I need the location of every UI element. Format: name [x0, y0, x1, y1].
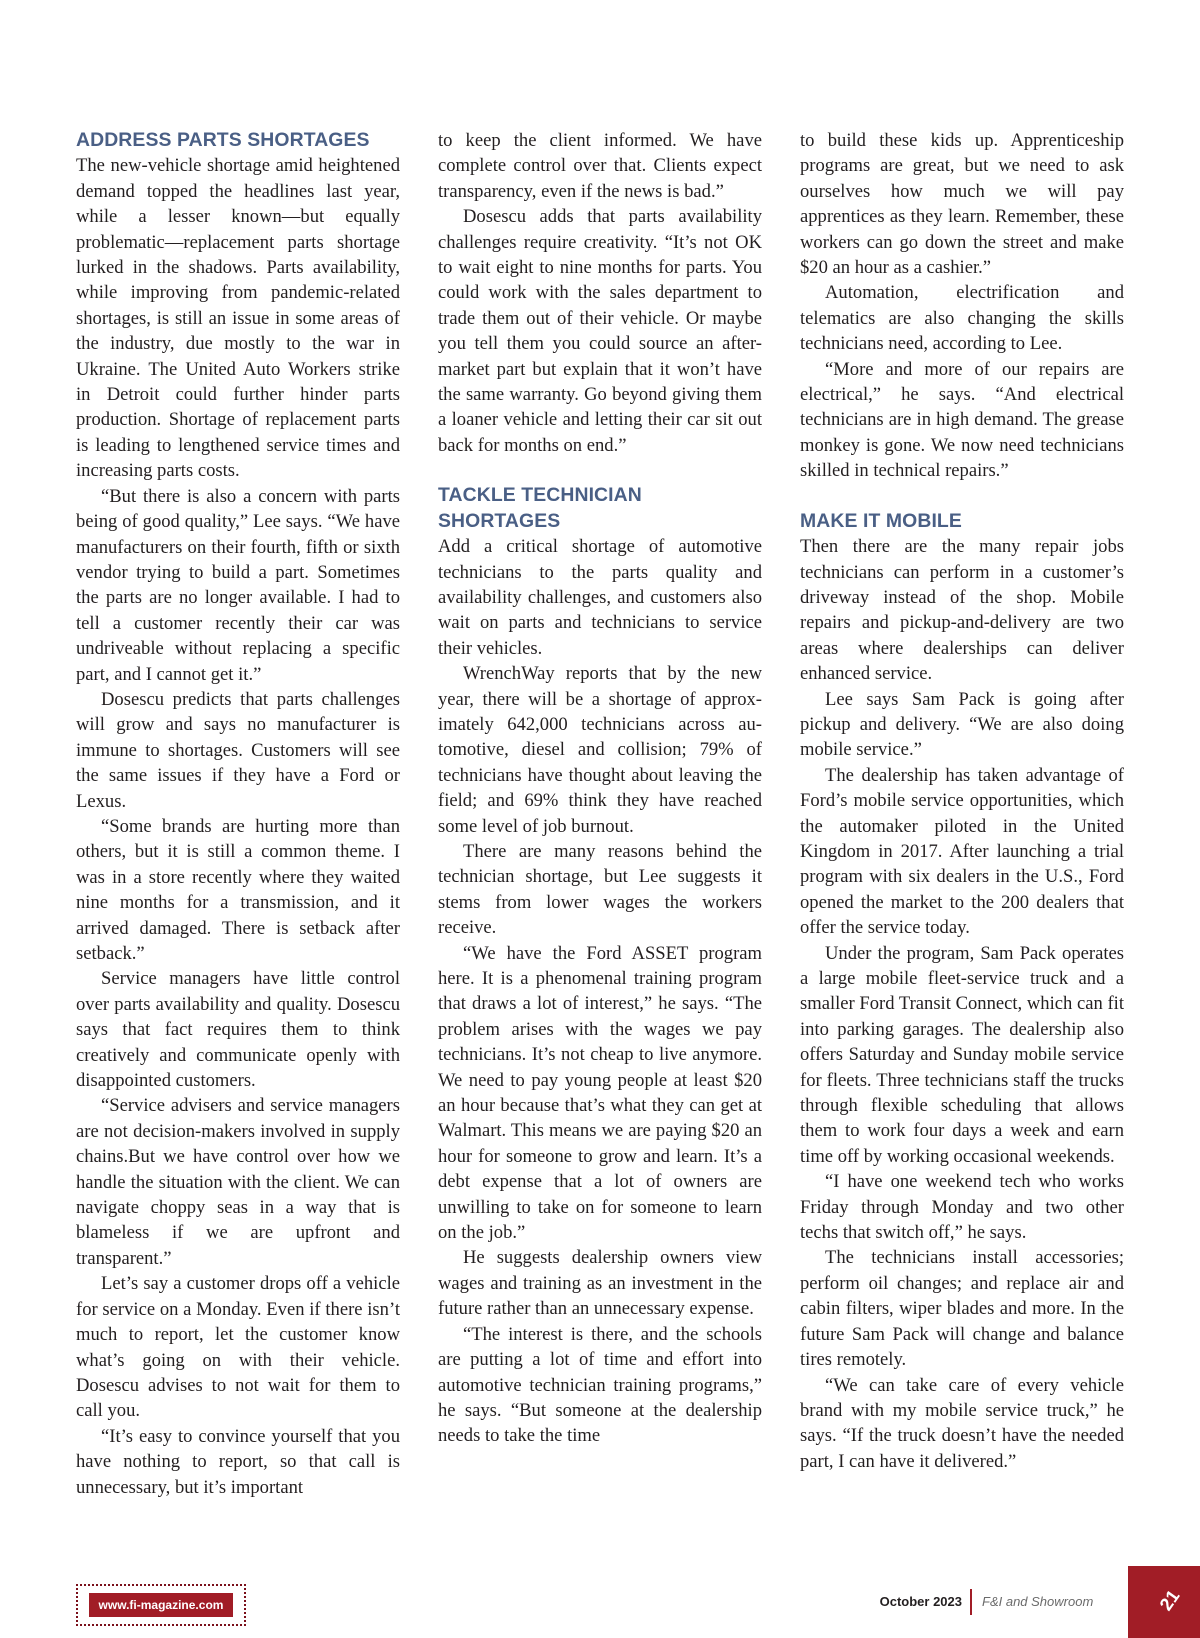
paragraph: “I have one weekend tech who works Friday through Monday and two other techs that switch off,” he says.	[800, 1171, 1124, 1244]
paragraph: “We can take care of every vehicle brand with my mobile service truck,” he says. “If the truck doesn’t have the needed part, I can have it delivered.”	[800, 1374, 1124, 1472]
section-heading-address-parts-shortages: ADDRESS PARTS SHORTAGES	[76, 129, 370, 151]
paragraph: Then there are the many repair jobs technicians can perform in a customer’s driveway instead of the shop. Mobile repairs and pickup-and-delivery are two areas where dealerships can deliver enhanced service.	[800, 536, 1124, 685]
paragraph: “The interest is there, and the schools are putting a lot of time and effort into automotive technician training programs,” he says. “But someone at the dealership needs to take the time	[438, 1323, 762, 1447]
paragraph: Lee says Sam Pack is going after pickup and delivery. “We are also doing mobile service.”	[800, 688, 1124, 761]
paragraph: Under the program, Sam Pack operates a large mobile fleet-service truck and a smaller Ford Transit Connect, which can fit into parking garages. The dealership also offers Saturday and Sunday mobile service for fleets. Three technicians staff the trucks through flexible scheduling that allows them to work four days a week and earn time off by working occasional weekends.	[800, 942, 1124, 1167]
paragraph: The technicians install accessories; perform oil changes; and replace air and cabin filters, wiper blades and more. In the future Sam Pack will change and balance tires remotely.	[800, 1247, 1124, 1371]
footer-divider	[970, 1589, 972, 1615]
heading-line: SHORTAGES	[438, 509, 561, 532]
paragraph: “It’s easy to convince yourself that you have nothing to report, so that call is unnecessary, but it’s important	[76, 1425, 400, 1498]
paragraph: There are many reasons behind the technician shortage, but Lee suggests it stems from lower wages the workers receive.	[438, 840, 762, 939]
paragraph: “But there is also a concern with parts being of good quality,” Lee says. “We have manufacturers on their fourth, fifth or sixth vendor trying to build a part. Sometimes the parts are no longer available. I had to tell a customer recently their car was undriveable without replacing a specific part, and I cannot get it.”	[76, 485, 400, 685]
paragraph: WrenchWay reports that by the new year, there will be a shortage of approximately 642,000 technicians across automotive, diesel and collision; 79% of technicians have thought about leaving the field; and 69% think they have reached some level of job burnout.	[438, 663, 762, 837]
heading-line: TACKLE TECHNICIAN	[438, 484, 642, 507]
paragraph: Dosescu adds that parts availability challenges require creativity. “It’s not OK to wait eight to nine months for parts. You could work with the sales department to trade them out of their vehicle. Or maybe you tell them you could source an after-market part but explain that it won’t have the same warranty. Go beyond giving them a loaner vehicle and letting their car sit out back for months on end.”	[438, 206, 762, 456]
page-number-tab	[1128, 1566, 1200, 1638]
paragraph: Add a critical shortage of automotive technicians to the parts quality and availability challenges, and customers also wait on parts and technicians to service their vehicles.	[438, 536, 762, 659]
page-number: 21	[1155, 1586, 1184, 1615]
section-heading-tackle-technician-shortages	[438, 483, 762, 534]
magazine-name: F&I and Showroom	[982, 1594, 1094, 1609]
paragraph: to keep the client informed. We have complete control over that. Clients expect transparency, even if the news is bad.”	[438, 130, 762, 202]
paragraph: to build these kids up. Apprenticeship programs are great, but we need to ask ourselves how much we will pay apprentices as they learn. Remember, these workers can go down the street and make $20 an hour as a cashier.”	[800, 130, 1124, 279]
website-url-link[interactable]: www.fi-magazine.com	[89, 1593, 234, 1617]
paragraph: The dealership has taken advantage of Ford’s mobile service opportunities, which the automaker piloted in the United Kingdom in 2017. After launching a trial program with six dealers in the U.S., Ford opened the market to the 200 dealers that offer the service today.	[800, 764, 1124, 939]
paragraph: “More and more of our repairs are electrical,” he says. “And electrical technicians are in high demand. The grease monkey is gone. We now need technicians skilled in technical repairs.”	[800, 358, 1124, 482]
issue-date: October 2023	[879, 1594, 962, 1609]
website-url-box	[76, 1584, 246, 1626]
article-column-1	[76, 128, 400, 1500]
article-column-2	[438, 128, 762, 1449]
paragraph: Dosescu predicts that parts challenges will grow and says no manufacturer is immune to shortages. Customers will see the same issues if they have a Ford or Lexus.	[76, 688, 400, 812]
article-column-3	[800, 128, 1124, 1474]
paragraph: “Service advisers and service managers are not decision-makers involved in supply chains.But we have control over how we handle the situation with the client. We can navigate choppy seas in a way that is blameless if we are upfront and transparent.”	[76, 1095, 400, 1269]
paragraph: “Some brands are hurting more than others, but it is still a common theme. I was in a store recently where they waited nine months for a transmission, and it arrived damaged. There is setback after setback.”	[76, 815, 400, 964]
paragraph: Let’s say a customer drops off a vehicle for service on a Monday. Even if there isn’t much to report, let the customer know what’s going on with their vehicle. Dosescu advises to not wait for them to call you.	[76, 1273, 400, 1422]
paragraph: The new-vehicle shortage amid heightened demand topped the headlines last year, while a lesser known—but equally problematic—replacement parts shortage lurked in the shadows. Parts availability, while improving from pandemic-related shortages, is still an issue in some areas of the industry, due mostly to the war in Ukraine. The United Auto Workers strike in Detroit could further hinder parts production. Shortage of replacement parts is leading to lengthened service times and increasing parts costs.	[76, 155, 400, 482]
section-heading-make-it-mobile: MAKE IT MOBILE	[800, 509, 962, 532]
paragraph: Service managers have little control over parts availability and quality. Dosescu says that fact requires them to think creatively and communicate openly with disappointed customers.	[76, 968, 400, 1092]
paragraph: Automation, electrification and telematics are also changing the skills technicians need, according to Lee.	[800, 282, 1124, 355]
paragraph: “We have the Ford ASSET program here. It is a phenomenal training program that draws a lot of interest,” he says. “The problem arises with the wages we pay technicians. It’s not cheap to live anymore. We need to pay young people at least $20 an hour because that’s what they can get at Walmart. This means we are paying $20 an hour for someone to grow and learn. It’s a debt expense that a lot of owners are unwilling to take on for someone to learn on the job.”	[438, 942, 762, 1244]
paragraph: He suggests dealership owners view wages and training as an investment in the future rather than an unnecessary expense.	[438, 1247, 762, 1320]
